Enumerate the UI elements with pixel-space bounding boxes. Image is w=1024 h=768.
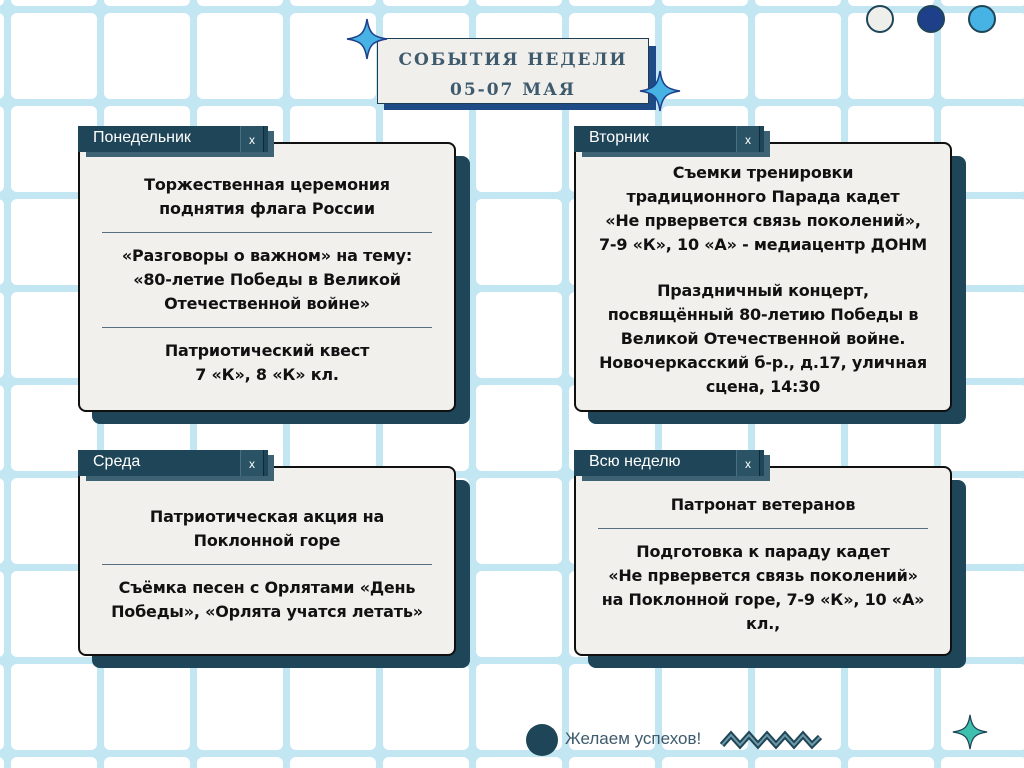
page-title: СОБЫТИЯ НЕДЕЛИ [398,50,628,70]
grid-tile [0,292,4,378]
grid-tile [104,757,190,768]
grid-tile [755,13,841,99]
card-monday [78,142,456,412]
grid-tile [0,478,4,564]
sparkle-star-icon [952,714,988,750]
grid-tile [0,385,4,471]
grid-tile [476,0,562,6]
tab-label: Вторник [589,129,649,146]
page-subtitle-dates: 05-07 МАЯ [450,80,576,100]
grid-tile [197,757,283,768]
grid-tile [11,0,97,6]
divider [102,232,432,233]
tab-label: Среда [93,453,141,470]
grid-tile [290,0,376,6]
event-item: Торжественная церемония поднятия флага России [144,175,390,218]
close-button[interactable]: x [736,450,760,476]
grid-tile [569,757,655,768]
grid-tile [104,664,190,750]
grid-tile [11,13,97,99]
grid-tile [848,0,934,6]
footer-circle [526,724,558,756]
divider [598,528,928,529]
tab-wednesday[interactable] [78,450,268,476]
grid-tile [476,757,562,768]
grid-tile [0,199,4,285]
grid-tile [941,757,1024,768]
zigzag-decoration-icon [720,729,822,751]
grid-tile [476,199,562,285]
grid-tile [662,757,748,768]
page-title-box [377,38,649,104]
event-item: Патронат ветеранов [670,494,856,514]
grid-tile [383,0,469,6]
event-item: Праздничный концерт, посвящённый 80-летию Победы в Великой Отечественной войне. Новочеркасский б-р., д.17, уличная сцена, 14:30 [599,281,927,396]
tab-label: Понедельник [93,129,191,146]
tab-monday[interactable] [78,126,268,152]
event-item: Подготовка к параду кадет «Не првервется связь поколений» на Поклонной горе, 7-9 «К», 10 «А» кл., [601,541,925,633]
card-wednesday [78,466,456,656]
grid-tile [848,757,934,768]
event-item: Патриотический квест 7 «К», 8 «К» кл. [164,341,370,384]
grid-tile [383,757,469,768]
event-item: «Разговоры о важном» на тему: «80-летие Победы в Великой Отечественной войне» [121,246,413,313]
grid-tile [476,106,562,192]
grid-tile [476,478,562,564]
grid-tile [0,757,4,768]
grid-tile [290,664,376,750]
grid-tile [755,757,841,768]
sparkle-star-icon [346,18,388,60]
grid-tile [569,0,655,6]
grid-tile [476,292,562,378]
close-button[interactable]: x [240,126,264,152]
event-item: Съёмка песен с Орлятами «День Победы», «Орлята учатся летать» [111,577,423,621]
grid-tile [476,571,562,657]
card-tuesday [574,142,952,412]
grid-tile [0,664,4,750]
grid-tile [383,664,469,750]
card-all-week [574,466,952,656]
close-button[interactable]: x [240,450,264,476]
event-item: Патриотическая акция на Поклонной горе [149,506,385,550]
grid-tile [290,757,376,768]
tab-label: Всю неделю [589,453,681,470]
grid-tile [848,664,934,750]
close-button[interactable]: x [736,126,760,152]
grid-tile [0,571,4,657]
footer-text: Желаем успехов! [565,729,702,748]
grid-tile [476,385,562,471]
window-dot-light[interactable] [866,5,894,33]
event-item: Съемки тренировки традиционного Парада кадет «Не првервется связь поколений», 7-9 «К», 10 «А» - медиацентр ДОНМ [598,163,928,254]
grid-tile [0,0,4,6]
window-dot-blue[interactable] [968,5,996,33]
divider [102,327,432,328]
grid-tile [197,0,283,6]
grid-tile [0,106,4,192]
tab-all-week[interactable] [574,450,764,476]
sparkle-star-icon [639,70,681,112]
tab-tuesday[interactable] [574,126,764,152]
grid-tile [0,13,4,99]
grid-tile [11,664,97,750]
grid-tile [104,13,190,99]
grid-tile [662,0,748,6]
grid-tile [197,13,283,99]
grid-tile [755,0,841,6]
grid-tile [197,664,283,750]
window-dot-navy[interactable] [917,5,945,33]
grid-tile [11,757,97,768]
grid-tile [104,0,190,6]
divider [102,564,432,565]
